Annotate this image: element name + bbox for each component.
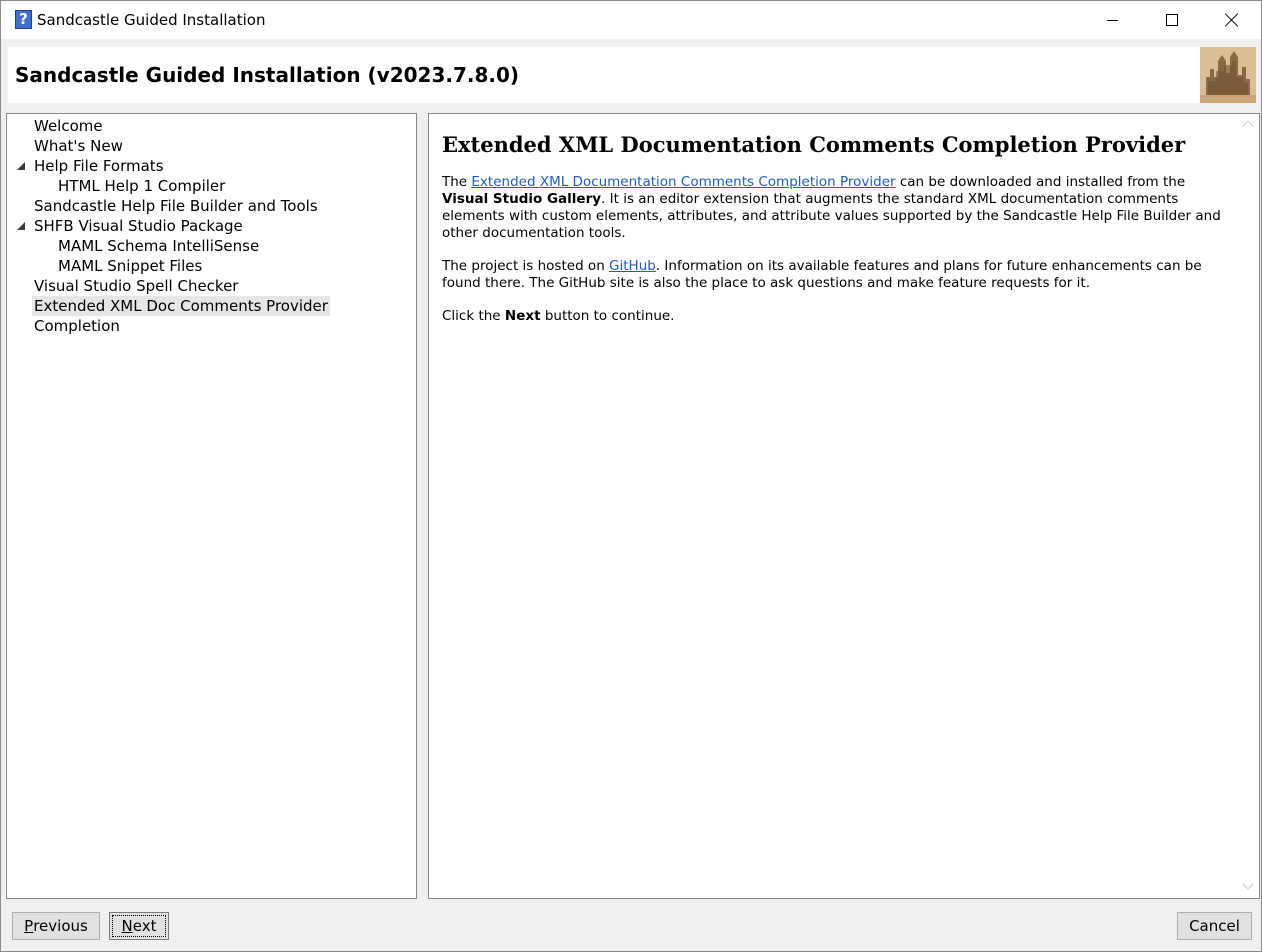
previous-label: revious xyxy=(33,917,88,935)
close-icon xyxy=(1225,13,1239,27)
page-title: Sandcastle Guided Installation (v2023.7.8.0) xyxy=(15,63,520,87)
maximize-button[interactable] xyxy=(1143,1,1201,39)
tree-item-whats-new[interactable]: What's New xyxy=(34,137,123,155)
pane-splitter[interactable] xyxy=(419,113,425,899)
paragraph-continue xyxy=(442,308,1232,325)
paragraph-description xyxy=(442,174,1232,242)
text: The project is hosted on xyxy=(442,258,610,274)
vertical-scrollbar[interactable] xyxy=(1237,114,1259,898)
gallery-text: Visual Studio Gallery xyxy=(442,191,602,207)
scroll-up-icon[interactable] xyxy=(1242,120,1253,131)
content-pane xyxy=(428,113,1260,899)
previous-mnemonic: P xyxy=(24,917,34,935)
content-body xyxy=(442,132,1232,341)
text: . Information on its available features and plans for future enhancements can be found there. The GitHub site is also the place to ask questions and make feature requests for it. xyxy=(442,258,1202,291)
next-text: Next xyxy=(504,308,541,324)
next-mnemonic: N xyxy=(121,917,133,935)
text: The xyxy=(442,174,472,190)
tree-item-help-file-formats[interactable]: Help File Formats xyxy=(34,157,164,175)
focus-rect xyxy=(112,915,167,937)
content-title: Extended XML Documentation Comments Completion Provider xyxy=(442,132,1186,157)
text: . It is an editor extension that augments the standard XML documentation comments elements with custom elements, attributes, and attribute values supported by the Sandcastle Help File Builder and other documentation tools. xyxy=(442,191,1221,241)
help-question-icon: ? xyxy=(15,10,32,29)
collapse-arrow-icon[interactable] xyxy=(17,162,25,170)
tree-item-spell-checker[interactable]: Visual Studio Spell Checker xyxy=(34,277,239,295)
tree-item-maml-schema[interactable]: MAML Schema IntelliSense xyxy=(58,237,260,255)
title-bar[interactable] xyxy=(1,1,1261,39)
maximize-icon xyxy=(1166,14,1178,26)
next-label: ext xyxy=(132,917,157,935)
text: can be downloaded and installed from the xyxy=(895,174,1186,190)
previous-button[interactable] xyxy=(12,912,100,940)
collapse-arrow-icon[interactable] xyxy=(17,222,25,230)
window-title: Sandcastle Guided Installation xyxy=(37,11,266,29)
tree-item-completion[interactable]: Completion xyxy=(34,317,120,335)
cancel-button[interactable]: Cancel xyxy=(1177,912,1252,940)
next-button[interactable] xyxy=(109,912,169,940)
github-link[interactable]: GitHub xyxy=(609,258,656,274)
text: button to continue. xyxy=(540,308,675,324)
tree-item-welcome[interactable]: Welcome xyxy=(34,117,103,135)
close-button[interactable] xyxy=(1203,1,1261,39)
tree-item-maml-snippets[interactable]: MAML Snippet Files xyxy=(58,257,203,275)
scroll-down-icon[interactable] xyxy=(1242,878,1253,889)
text: Click the xyxy=(442,308,505,324)
header-banner xyxy=(8,47,1256,103)
tree-item-vs-package[interactable]: SHFB Visual Studio Package xyxy=(34,217,243,235)
sandcastle-logo xyxy=(1200,47,1256,103)
topics-tree[interactable] xyxy=(6,113,417,899)
minimize-button[interactable] xyxy=(1083,1,1141,39)
tree-item-shfb-tools[interactable]: Sandcastle Help File Builder and Tools xyxy=(34,197,318,215)
paragraph-hosting xyxy=(442,258,1232,292)
tree-item-xml-doc-provider[interactable]: Extended XML Doc Comments Provider xyxy=(34,297,328,315)
minimize-icon xyxy=(1107,20,1118,21)
provider-link[interactable]: Extended XML Documentation Comments Completion Provider xyxy=(471,174,896,190)
tree-item-html-help-compiler[interactable]: HTML Help 1 Compiler xyxy=(58,177,226,195)
